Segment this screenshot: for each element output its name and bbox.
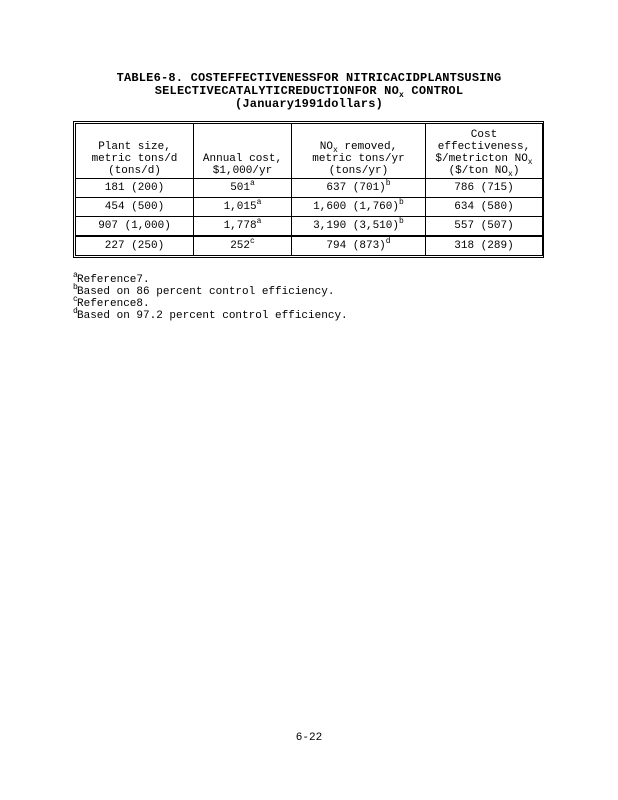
footnote: [73, 283, 348, 298]
header-line: Plant size,: [98, 141, 171, 153]
footnote-text: Reference8.: [77, 298, 150, 310]
cell-annual-cost: [194, 179, 292, 198]
cell-plant-size: 227 (250): [76, 236, 194, 256]
header-text: ): [512, 165, 520, 177]
footnote-mark: b: [73, 283, 78, 292]
header-line: metric tons/yr: [312, 153, 405, 165]
cost-table-frame: [73, 121, 544, 258]
title-line-3: (January1991dollars): [234, 97, 384, 111]
header-annual-cost: [194, 124, 292, 179]
table-row: [76, 217, 543, 237]
table-title: [0, 72, 618, 111]
footnote-ref: a: [256, 198, 262, 207]
header-text: removed,: [337, 141, 398, 153]
header-text: ($/ton NO: [448, 165, 508, 177]
cell-annual-cost: [194, 236, 292, 256]
page-number: 6-22: [295, 732, 323, 744]
table-header-row: [76, 124, 543, 179]
footnote-ref: b: [399, 217, 404, 226]
header-line: $1,000/yr: [212, 165, 273, 177]
header-text: NO: [319, 141, 333, 153]
cell-cost-effectiveness: 634 (580): [426, 198, 543, 217]
cell-cost-effectiveness: 786 (715): [426, 179, 543, 198]
header-line: Annual cost,: [202, 153, 283, 165]
cell-value: 637 (701): [326, 182, 386, 194]
footnote-ref: a: [256, 217, 262, 226]
cell-plant-size: 907 (1,000): [76, 217, 194, 237]
footnote-ref: b: [385, 179, 391, 188]
subscript-x: x: [332, 146, 338, 155]
cell-value: 1,778: [223, 220, 257, 232]
header-line: [294, 141, 423, 153]
header-line: [428, 153, 540, 165]
cell-nox-removed: [292, 236, 426, 256]
footnote-ref: a: [250, 179, 255, 188]
title-line-1: TABLE6-8. COSTEFFECTIVENESSFOR NITRICACIDPLANTSUSING: [116, 71, 502, 85]
header-line: effectiveness,: [437, 141, 531, 153]
cell-value: 794 (873): [326, 240, 386, 252]
footnote-text: Based on 86 percent control efficiency.: [77, 286, 335, 298]
footnote: [73, 295, 348, 310]
table-row: [76, 198, 543, 217]
header-plant-size: [76, 124, 194, 179]
footnote-mark: c: [73, 295, 78, 304]
footnote: [73, 271, 348, 286]
cell-nox-removed: [292, 198, 426, 217]
table-row: [76, 179, 543, 198]
title-line-2-text: SELECTIVECATALYTICREDUCTIONFOR NO: [154, 84, 399, 98]
cell-nox-removed: [292, 179, 426, 198]
cell-cost-effectiveness: 557 (507): [426, 217, 543, 237]
subscript-x: x: [508, 170, 513, 179]
footnote-text: Reference7.: [77, 274, 150, 286]
title-subscript-x: x: [399, 91, 405, 100]
footnote-text: Based on 97.2 percent control efficiency.: [77, 310, 348, 322]
footnote-mark: d: [73, 307, 78, 316]
footnote: [73, 307, 348, 322]
cell-annual-cost: [194, 198, 292, 217]
header-nox-removed: [292, 124, 426, 179]
title-line-2-end: CONTROL: [404, 84, 464, 98]
cell-value: 3,190 (3,510): [313, 220, 399, 232]
footnote-ref: c: [250, 237, 255, 246]
header-line: (tons/d): [108, 165, 161, 177]
cell-plant-size: 181 (200): [76, 179, 194, 198]
footnotes: [73, 271, 348, 322]
subscript-x: x: [527, 158, 533, 167]
cell-plant-size: 454 (500): [76, 198, 194, 217]
cell-value: 1,600 (1,760): [313, 201, 399, 213]
header-cost-effectiveness: [426, 124, 543, 179]
header-line: [428, 165, 540, 177]
cell-annual-cost: [194, 217, 292, 237]
cost-effectiveness-table: [75, 123, 543, 256]
cell-cost-effectiveness: 318 (289): [426, 236, 543, 256]
cell-value: 252: [230, 240, 250, 252]
footnote-ref: d: [385, 237, 391, 246]
header-line: (tons/yr): [328, 165, 389, 177]
header-line: Cost: [470, 129, 498, 141]
footnote-mark: a: [73, 271, 78, 280]
header-line: metric tons/d: [91, 153, 178, 165]
cell-value: 1,015: [223, 201, 257, 213]
footnote-ref: b: [399, 198, 404, 207]
cell-nox-removed: [292, 217, 426, 237]
table-row: [76, 236, 543, 256]
cell-value: 501: [230, 182, 250, 194]
header-text: $/metricton NO: [435, 153, 528, 165]
